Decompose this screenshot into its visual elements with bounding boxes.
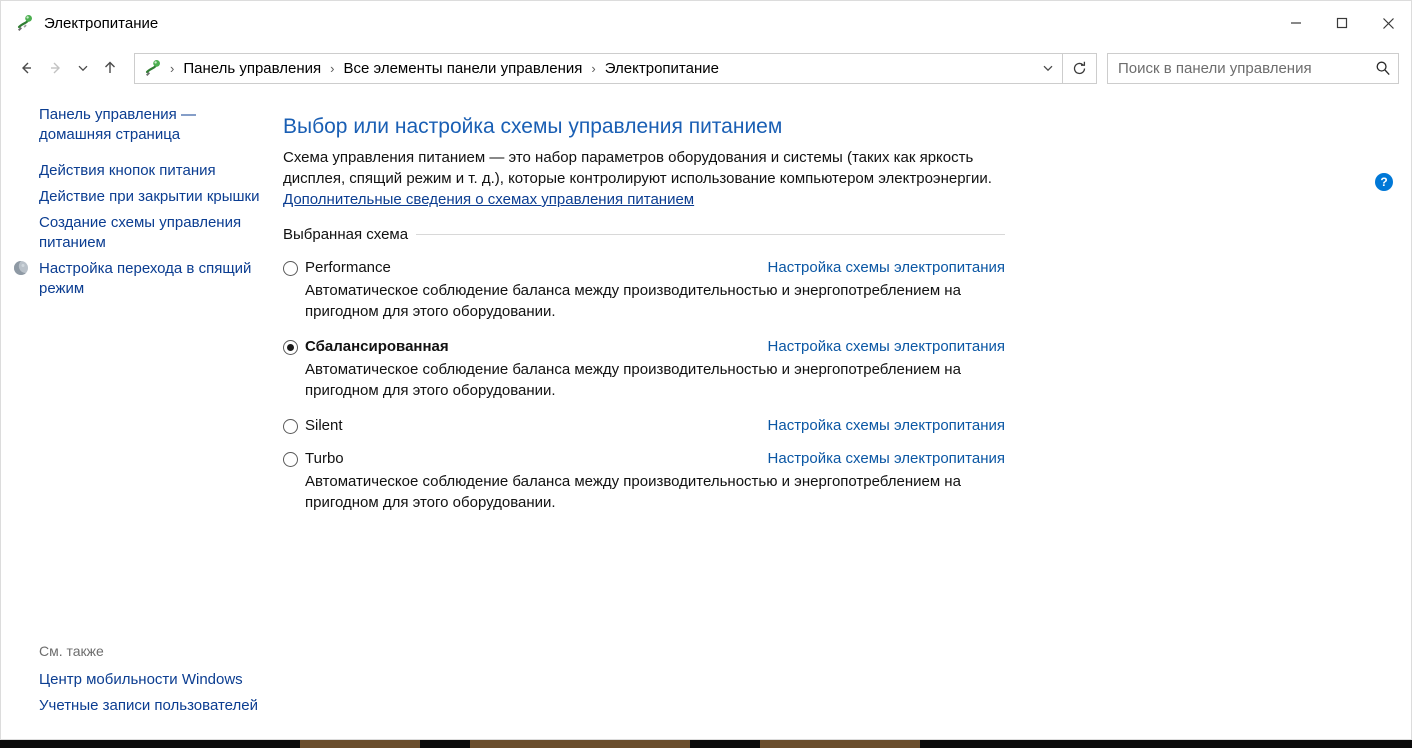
breadcrumb-item-power-options[interactable]: Электропитание [604,59,719,77]
taskbar-strip-segment-1 [300,740,420,748]
taskbar-strip-segment-2 [470,740,690,748]
plan-description-turbo: Автоматическое соблюдение баланса между производительностью и энергопотреблением на пригодном для этого оборудовании. [305,473,961,511]
content-area [1,91,1411,739]
selected-plan-group-header [283,226,1005,243]
sidebar-item-sleep-settings[interactable] [1,256,279,302]
selected-plan-group-label: Выбранная схема [283,226,409,243]
address-dropdown-chevron-down-icon[interactable] [1034,54,1062,83]
refresh-button[interactable] [1063,53,1097,84]
close-button[interactable] [1365,1,1411,45]
sidebar-item-lid-close-label: Действие при закрытии крышки [39,188,260,205]
plan-description-balanced: Автоматическое соблюдение баланса между производительностью и энергопотреблением на пригодном для этого оборудовании. [305,361,961,399]
intro-text: Схема управления питанием — это набор параметров оборудования и системы (таких как яркость дисплея, спящий режим и т. д.), которые контролируют использование компьютером электроэнергии. [283,149,992,187]
maximize-button[interactable] [1319,1,1365,45]
plan-description-performance: Автоматическое соблюдение баланса между производительностью и энергопотреблением на пригодном для этого оборудовании. [305,282,961,320]
sidebar-item-sleep-settings-label: Настройка перехода в спящий режим [39,260,252,297]
change-plan-settings-link-turbo[interactable]: Настройка схемы электропитания [767,450,1005,467]
breadcrumb-item-control-panel[interactable]: Панель управления [183,59,322,77]
plan-row-silent [305,417,1005,434]
plan-name-performance: Performance [305,259,391,276]
minimize-button[interactable] [1273,1,1319,45]
plan-name-silent: Silent [305,417,343,434]
address-bar[interactable] [134,53,1063,84]
sidebar-item-lid-close[interactable] [1,184,279,210]
up-button[interactable] [95,53,125,83]
breadcrumb-power-plug-icon [143,58,163,78]
help-icon[interactable] [1375,173,1393,191]
sidebar-item-mobility-center-label: Центр мобильности Windows [39,671,243,688]
search-box[interactable] [1107,53,1399,84]
search-input[interactable] [1108,59,1368,78]
sidebar-item-create-plan-label: Создание схемы управления питанием [39,214,242,251]
radio-performance[interactable] [283,261,298,276]
plan-item-silent[interactable] [283,417,1005,434]
plan-item-performance[interactable] [283,259,1005,322]
search-icon[interactable] [1368,54,1398,83]
radio-silent[interactable] [283,419,298,434]
sidebar-item-mobility-center[interactable] [1,667,279,693]
see-also-section [1,643,279,719]
breadcrumb-separator-1: › [330,60,335,76]
sidebar-item-power-buttons-label: Действия кнопок питания [39,162,216,179]
sidebar-item-user-accounts-label: Учетные записи пользователей [39,697,258,714]
plan-item-balanced[interactable] [283,338,1005,401]
sidebar-item-home[interactable] [1,105,279,148]
recent-locations-button[interactable] [71,53,95,83]
plan-row-turbo [305,450,1005,467]
radio-turbo[interactable] [283,452,298,467]
see-also-title: См. также [39,643,104,659]
sleep-moon-icon [13,260,29,276]
learn-more-link[interactable]: Дополнительные сведения о схемах управления питанием [283,191,695,208]
change-plan-settings-link-silent[interactable]: Настройка схемы электропитания [767,417,1005,434]
plan-row-balanced [305,338,1005,355]
sidebar-item-home-label: Панель управления — домашняя страница [39,106,196,143]
breadcrumb-separator-0: › [170,60,175,76]
help-icon-label: ? [1380,175,1388,189]
power-plug-icon [15,13,35,33]
window-controls [1273,1,1411,45]
title-bar [1,1,1411,45]
selected-plan-group [279,226,1005,513]
change-plan-settings-link-performance[interactable]: Настройка схемы электропитания [767,259,1005,276]
plan-name-balanced: Сбалансированная [305,338,449,355]
window-title: Электропитание [44,14,159,32]
sidebar-item-create-plan[interactable] [1,210,279,256]
plan-name-turbo: Turbo [305,450,344,467]
forward-button[interactable] [41,53,71,83]
group-divider [416,234,1005,235]
taskbar-strip-segment-3 [760,740,920,748]
sidebar-item-user-accounts[interactable] [1,693,279,719]
taskbar-strip [0,740,1412,748]
breadcrumb-item-all-items[interactable]: Все элементы панели управления [343,59,583,77]
breadcrumb-separator-2: › [591,60,596,76]
sidebar-item-power-buttons[interactable] [1,158,279,184]
plan-item-turbo[interactable] [283,450,1005,513]
plan-row-performance [305,259,1005,276]
breadcrumb [135,58,1034,79]
page-title: Выбор или настройка схемы управления питанием [283,115,783,138]
navigation-bar [1,45,1411,91]
radio-balanced[interactable] [283,340,298,355]
title-bar-left [1,13,158,33]
main-pane [279,91,1411,739]
change-plan-settings-link-balanced[interactable]: Настройка схемы электропитания [767,338,1005,355]
back-button[interactable] [11,53,41,83]
sidebar [1,91,279,739]
